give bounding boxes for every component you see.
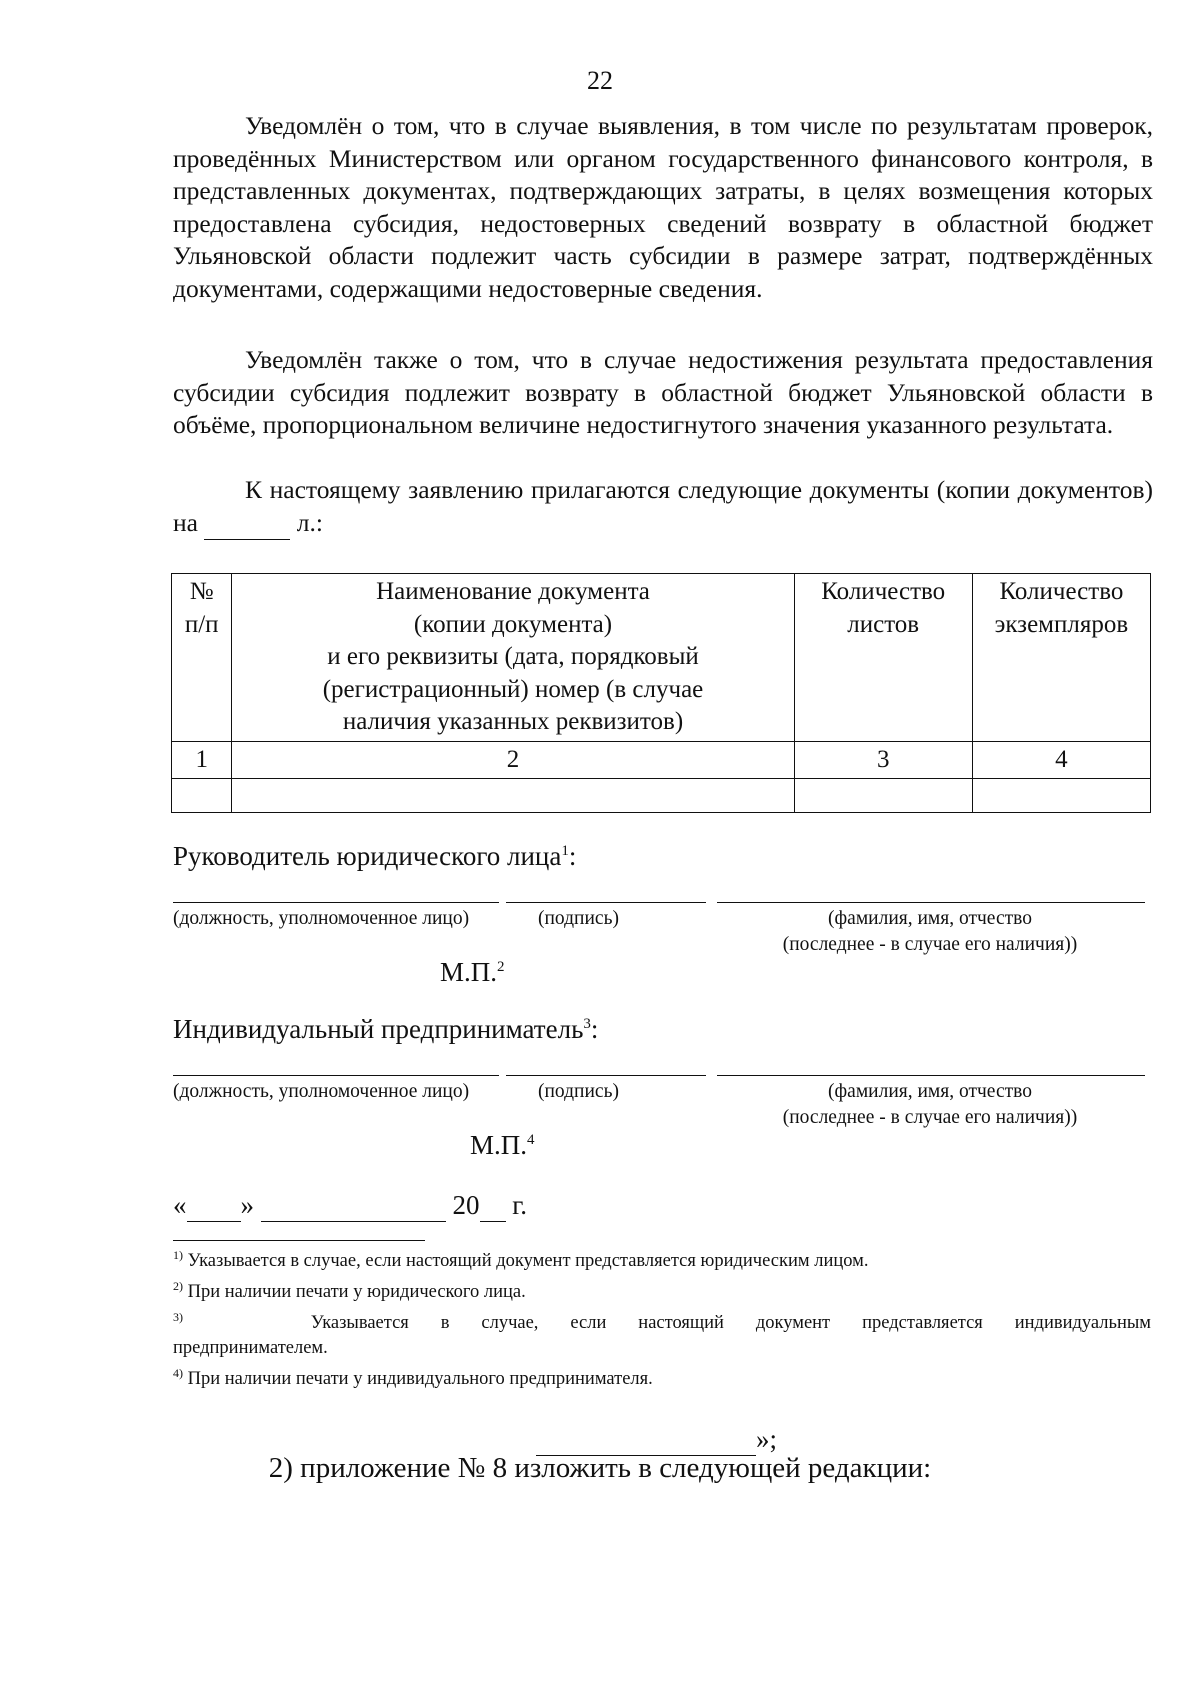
position-signature-line [173,1075,499,1076]
table-cell [172,779,232,813]
table-numbering-row [172,741,1151,779]
table-cell [232,779,794,813]
fio-caption-line1: (фамилия, имя, отчество [828,1081,1032,1102]
header-sheet-count: Количество листов [794,574,972,742]
footnote-ref: 4 [527,1132,535,1148]
header-document-name: Наименование документа (копии документа) и его реквизиты (дата, порядковый (регистрационный) номер (в случае наличия указанных реквизитов) [232,574,794,742]
paragraph-text: Уведомлён также о том, что в случае недостижения результата предоставления субсидии субсидия подлежит возврату в областной бюджет Ульяновской области в объёме, пропорциональном величине недостигнутого значения указанного результата. [173,345,1153,439]
year-blank [480,1190,506,1222]
fio-signature-line [717,1075,1145,1076]
table-cell [794,779,972,813]
position-caption: (должность, уполномоченное лицо) [173,1081,470,1102]
signature-caption: (подпись) [538,1081,619,1102]
legal-entity-heading: Руководитель юридического лица$^1$: [173,841,577,871]
notice-paragraph-2 [173,344,1153,442]
position-caption: (должность, уполномоченное лицо) [173,908,470,929]
footnote-item: $^{4)}$ При наличии печати у индивидуального предпринимателя. [173,1366,653,1390]
month-blank [261,1190,446,1222]
notice-paragraph-1 [173,110,1153,305]
footnote-ref: 1 [561,843,569,859]
sheet-count-blank [204,507,290,541]
date-line: « » 20 г. [173,1190,528,1220]
fio-caption-line1: (фамилия, имя, отчество [828,908,1032,929]
column-number: 2 [232,741,794,779]
page-number: 22 [587,66,613,95]
column-number: 3 [794,741,972,779]
footnote-item: $^{1)}$ Указывается в случае, если настоящий документ представляется юридическим лицом. [173,1248,869,1272]
footnote-separator [173,1240,425,1241]
header-number: № п/п [172,574,232,742]
table-empty-row [172,779,1151,813]
table-cell [972,779,1150,813]
signature-caption: (подпись) [538,908,619,929]
sheets-abbrev: л.: [296,507,323,537]
footnotes [173,1243,1151,1393]
closing-quote: »; [756,1424,778,1454]
attachments-intro: К настоящему заявлению прилагаются следующие документы (копии документов) на [173,475,1153,537]
signature-line [506,902,706,903]
attachments-paragraph [173,474,1153,540]
fio-signature-line [717,902,1145,903]
footnote-item: $^{3)}$ Указывается в случае, если настоящий документ представляется индивидуальным [173,1310,1151,1334]
position-signature-line [173,902,499,903]
footnote-item: $^{2)}$ При наличии печати у юридического лица. [173,1279,526,1303]
stamp-place-legal: М.П.$^2$ [440,957,505,987]
amendment-line: 2) приложение № 8 изложить в следующей редакции: [268,1452,932,1484]
column-number: 1 [172,741,232,779]
table-header-row [172,574,1151,742]
paragraph-text [173,474,1153,540]
column-number: 4 [972,741,1150,779]
documents-table [171,573,1151,813]
entrepreneur-heading: Индивидуальный предприниматель$^3$: [173,1014,599,1044]
footnote-ref: 3 [583,1016,591,1032]
fio-caption-line2: (последнее - в случае его наличия)) [782,1107,1078,1128]
signature-line [506,1075,706,1076]
stamp-place-entrepreneur: М.П.$^4$ [470,1130,535,1160]
paragraph-text: Уведомлён о том, что в случае выявления, в том числе по результатам проверок, проведённых Министерством или органом государственного финансового контроля, в представленных документах, подтверждающих затраты, в целях возмещения которых предоставлена субсидия, недостоверных сведений возврату в областной бюджет Ульяновской области подлежит часть субсидии в размере затрат, подтверждённых документами, содержащими недостоверные сведения. [173,111,1153,303]
day-blank [187,1190,241,1222]
header-copy-count: Количество экземпляров [972,574,1150,742]
footnote-ref: 2 [497,959,505,975]
footnote-continuation: предпринимателем. [173,1338,328,1359]
fio-caption-line2: (последнее - в случае его наличия)) [782,934,1078,955]
